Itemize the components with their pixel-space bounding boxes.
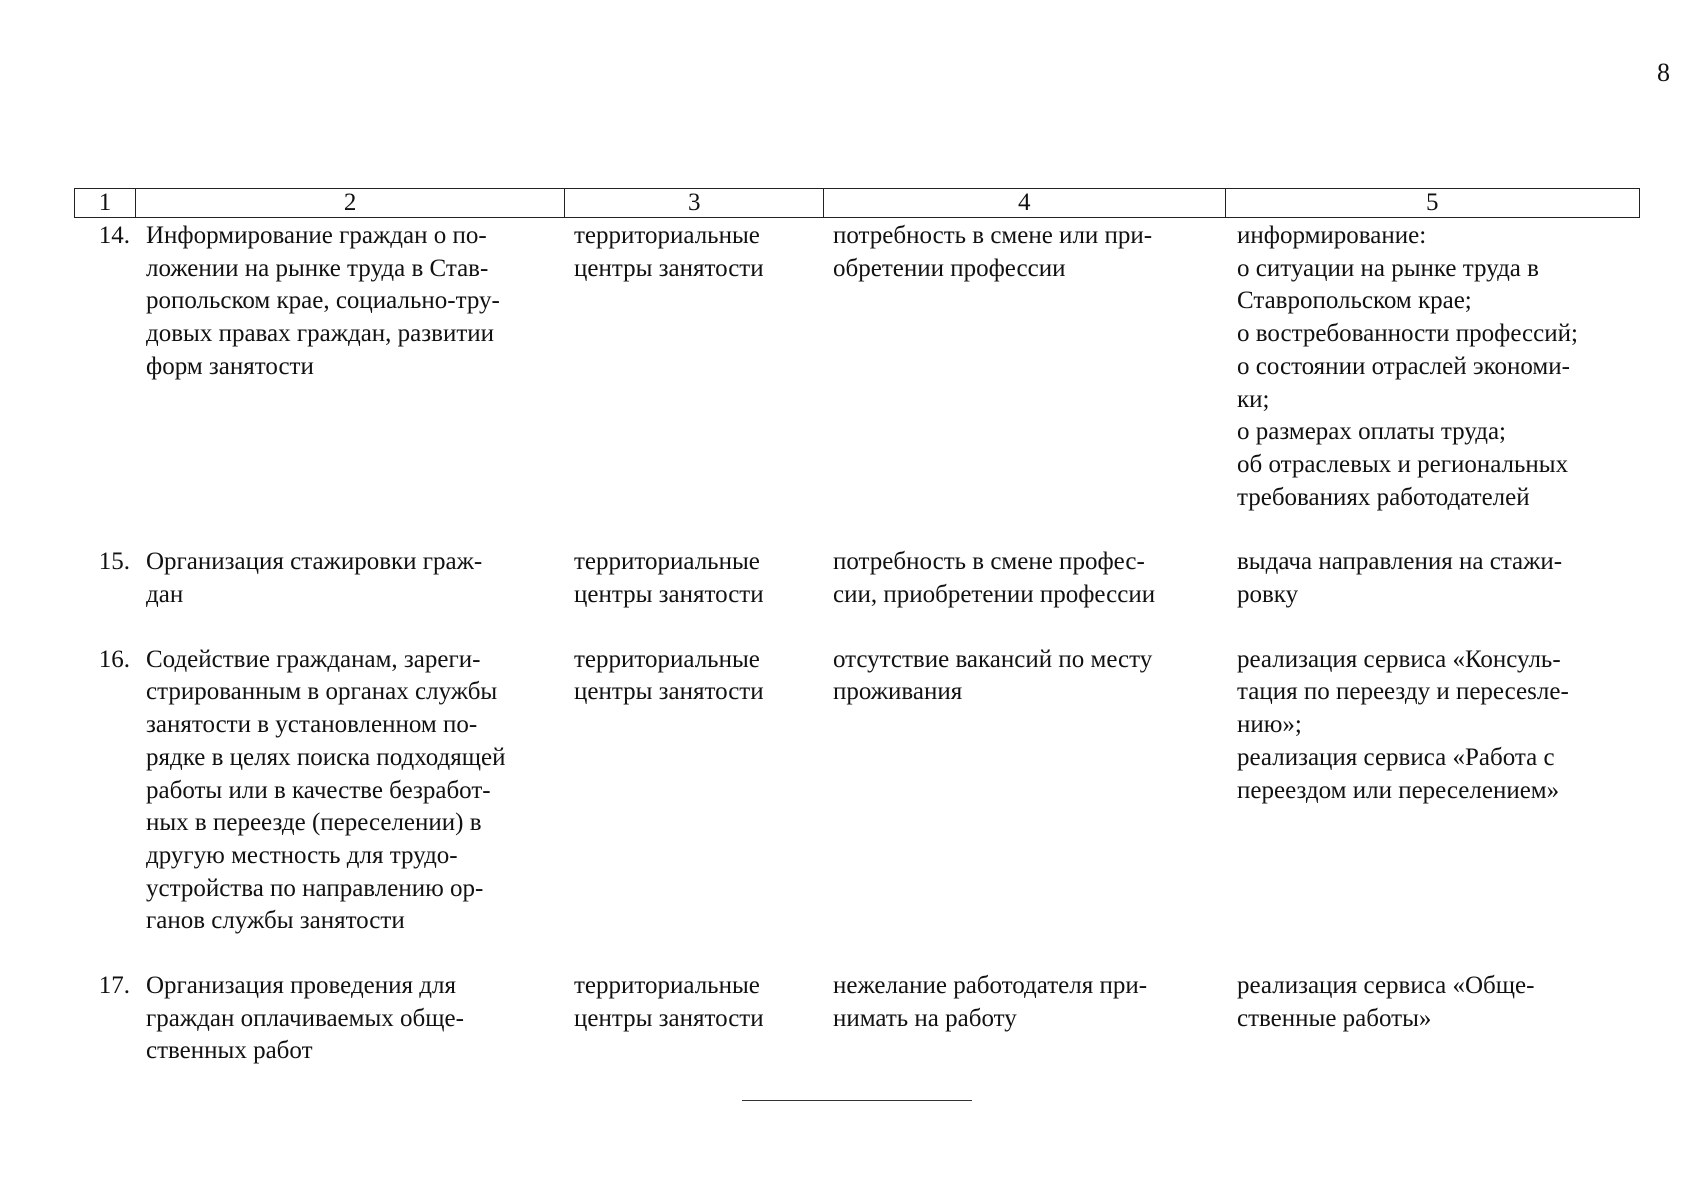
life-situation: нежелание работодателя при- нимать на работу (833, 972, 1148, 1032)
provider: территориальные центры занятости (574, 972, 764, 1032)
services-table (74, 188, 1640, 1068)
service-result: выдача направления на стажи- ровку (1237, 548, 1563, 609)
header-col-1: 1 (98, 189, 112, 216)
header-col-4: 4 (823, 189, 1224, 217)
provider: территориальные центры занятости (574, 645, 764, 706)
row-number: 16. (98, 645, 130, 673)
header-col-5: 5 (1225, 189, 1639, 217)
service-result: информирование: о ситуации на рынке труда в Ставропольском крае; о востребованности профессий; о состоянии отраслей экономи- ки; о размерах оплаты труда; об отраслевых и региональных требованиях работодателей (1237, 222, 1578, 511)
provider: территориальные центры занятости (574, 222, 764, 282)
life-situation: потребность в смене или при- обретении профессии (833, 222, 1153, 282)
table-header-row (74, 188, 1640, 218)
life-situation: отсутствие вакансий по месту проживания (833, 645, 1153, 706)
header-col-2: 2 (135, 189, 564, 217)
service-result: реализация сервиса «Обще- ственные работы» (1237, 972, 1535, 1032)
row-number: 15. (98, 548, 130, 576)
page-number: 8 (1657, 58, 1670, 87)
provider: территориальные центры занятости (574, 548, 764, 609)
service-name: Информирование граждан о по- ложении на рынке труда в Став- ропольском крае, социально-тру- довых правах граждан, развитии форм занятости (146, 222, 500, 380)
table-row (74, 546, 1640, 611)
row-number: 14. (98, 222, 130, 249)
table-row (74, 220, 1640, 514)
table-row (74, 644, 1640, 938)
service-name: Организация проведения для граждан оплачиваемых обще- ственных работ (146, 972, 464, 1065)
row-number: 17. (98, 972, 130, 1000)
header-col-3: 3 (564, 189, 823, 217)
service-name: Содействие гражданам, зареги- стрированным в органах службы занятости в установленном по- рядке в целях поиска подходящей работы или в качестве безработ- ных в переезде (переселении) в другую местность для трудо- устройства по направлению ор- ганов службы занятости (146, 645, 506, 935)
table-row (74, 970, 1640, 1068)
life-situation: потребность в смене профес- сии, приобретении профессии (833, 548, 1156, 609)
service-name: Организация стажировки граж- дан (146, 548, 483, 609)
end-of-document-rule (742, 1100, 972, 1101)
service-result: реализация сервиса «Консуль- тация по переезду и пересеsле- нию»; реализация сервиса «Работа с переездом или переселением» (1237, 645, 1569, 804)
